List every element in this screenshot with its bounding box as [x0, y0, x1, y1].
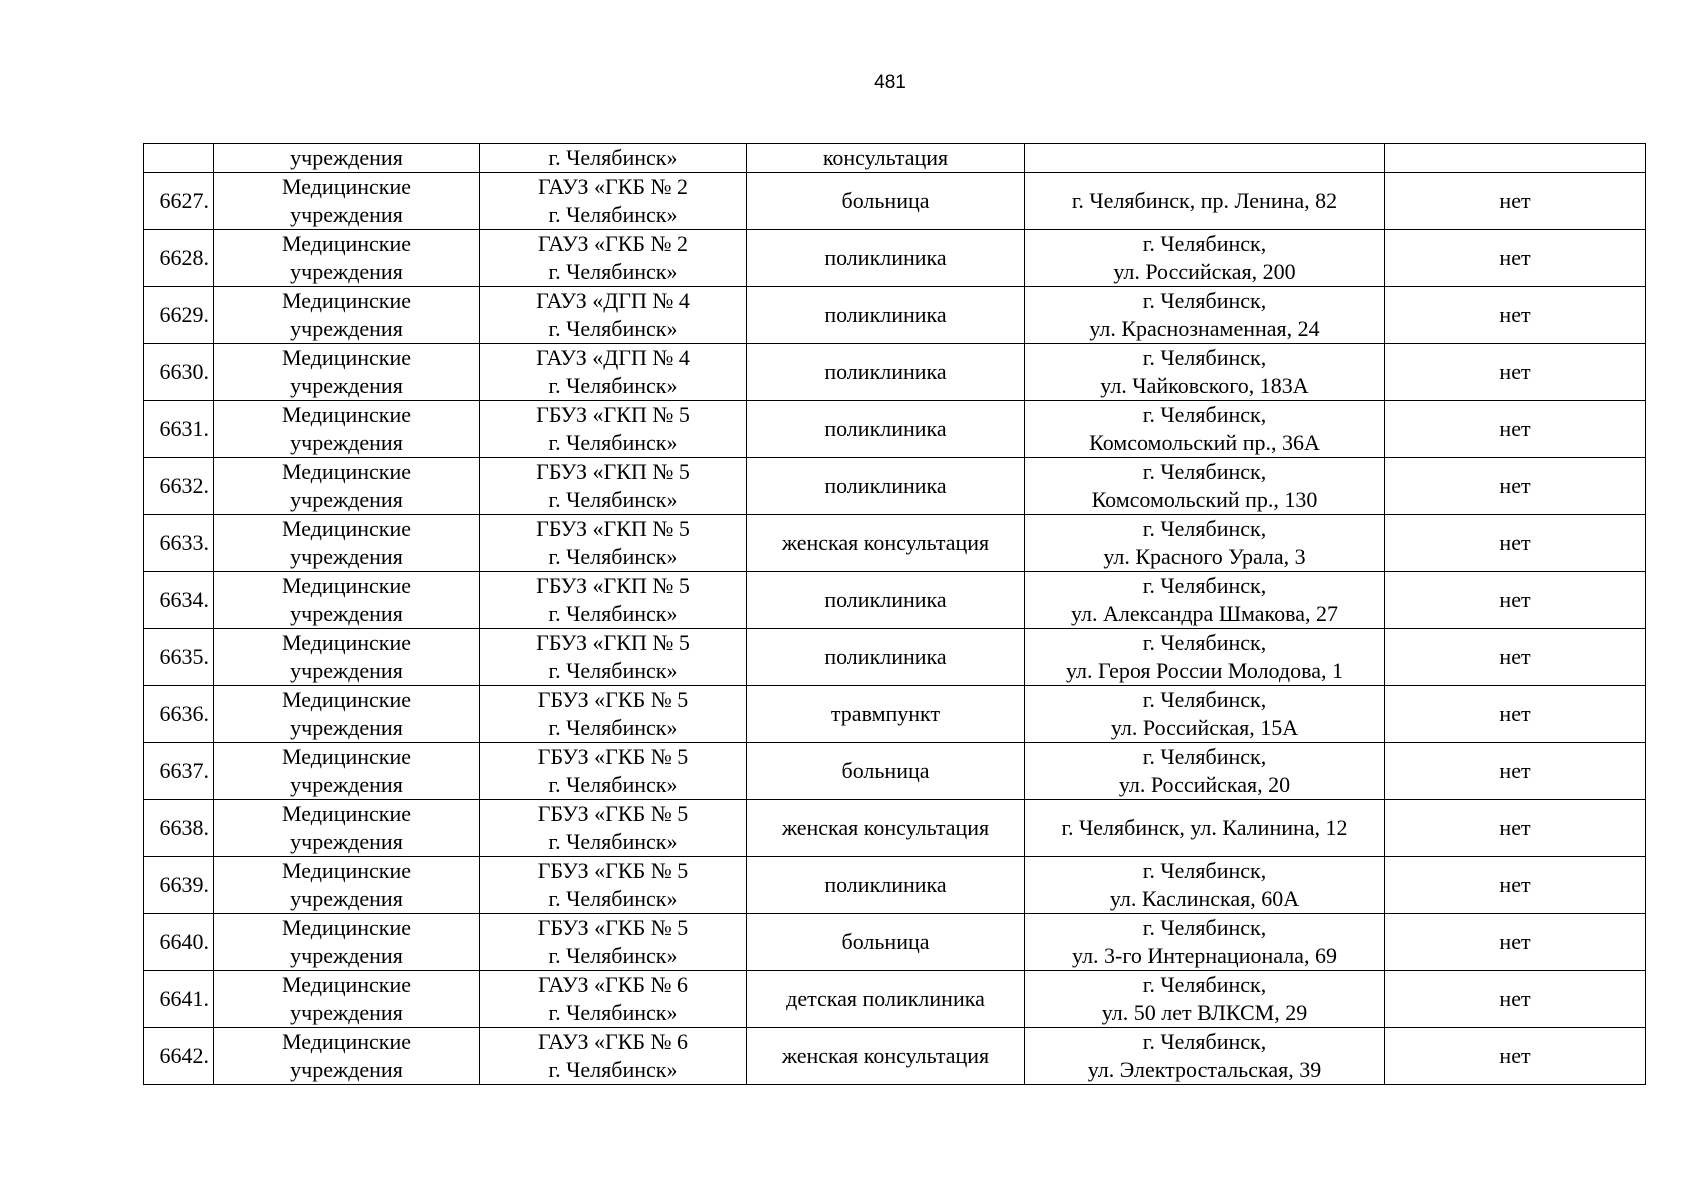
cell-line: ул. Красного Урала, 3 — [1103, 544, 1306, 569]
cell-line: г. Челябинск, пр. Ленина, 82 — [1071, 188, 1338, 213]
cell-address — [1025, 686, 1385, 743]
cell-line: учреждения — [290, 259, 403, 284]
cell-num: 6633. — [144, 515, 214, 572]
cell-num: 6635. — [144, 629, 214, 686]
registry-table — [143, 143, 1646, 1085]
cell-line: ГБУЗ «ГКБ № 5 — [537, 858, 689, 883]
cell-num: 6634. — [144, 572, 214, 629]
cell-facility-type: поликлиника — [747, 401, 1025, 458]
cell-category — [214, 458, 480, 515]
cell-category — [214, 1028, 480, 1085]
cell-line: учреждения — [290, 601, 403, 626]
cell-facility-type: поликлиника — [747, 857, 1025, 914]
cell-line: ул. Чайковского, 183А — [1100, 373, 1309, 398]
cell-address — [1025, 743, 1385, 800]
cell-line: г. Челябинск» — [548, 373, 678, 398]
cell-category: учреждения — [214, 144, 480, 173]
cell-line: ГАУЗ «ГКБ № 2 — [537, 174, 689, 199]
cell-facility-type: травмпункт — [747, 686, 1025, 743]
table-row — [144, 686, 1646, 743]
cell-facility-type: поликлиника — [747, 344, 1025, 401]
cell-line: г. Челябинск, — [1142, 231, 1267, 256]
cell-organization — [480, 515, 747, 572]
cell-category — [214, 800, 480, 857]
cell-line: учреждения — [290, 202, 403, 227]
cell-address — [1025, 230, 1385, 287]
cell-line: г. Челябинск, — [1142, 345, 1267, 370]
cell-line: ГБУЗ «ГКП № 5 — [536, 630, 690, 655]
cell-line: г. Челябинск, — [1142, 573, 1267, 598]
cell-line: учреждения — [290, 829, 403, 854]
table-row — [144, 629, 1646, 686]
table-row — [144, 572, 1646, 629]
cell-category — [214, 914, 480, 971]
cell-facility-type: больница — [747, 173, 1025, 230]
continuation-row — [144, 144, 1646, 173]
cell-line: Медицинские — [281, 573, 412, 598]
cell-line: г. Челябинск, — [1142, 687, 1267, 712]
cell-line: учреждения — [290, 430, 403, 455]
cell-num — [144, 144, 214, 173]
cell-line: ул. Героя России Молодова, 1 — [1066, 658, 1343, 683]
cell-line: ГАУЗ «ГКБ № 2 — [537, 231, 689, 256]
cell-address — [1025, 629, 1385, 686]
cell-facility-type: поликлиника — [747, 458, 1025, 515]
registry-table-body — [144, 144, 1646, 1085]
cell-num: 6640. — [144, 914, 214, 971]
cell-organization — [480, 914, 747, 971]
cell-category — [214, 743, 480, 800]
cell-facility-type: поликлиника — [747, 230, 1025, 287]
page-number: 481 — [874, 72, 906, 93]
cell-organization — [480, 230, 747, 287]
cell-value — [1385, 144, 1646, 173]
cell-facility-type: консультация — [747, 144, 1025, 173]
cell-line: учреждения — [290, 772, 403, 797]
cell-category — [214, 686, 480, 743]
cell-address — [1025, 173, 1385, 230]
cell-line: ул. Электростальская, 39 — [1087, 1057, 1322, 1082]
cell-line: г. Челябинск, — [1142, 402, 1267, 427]
cell-line: ул. Российская, 200 — [1113, 259, 1296, 284]
cell-address — [1025, 857, 1385, 914]
cell-facility-type: женская консультация — [747, 515, 1025, 572]
cell-line: ул. Российская, 15А — [1110, 715, 1299, 740]
table-row — [144, 914, 1646, 971]
cell-organization — [480, 800, 747, 857]
cell-line: г. Челябинск» — [548, 943, 678, 968]
cell-value: нет — [1385, 458, 1646, 515]
cell-line: г. Челябинск» — [548, 715, 678, 740]
cell-line: учреждения — [290, 316, 403, 341]
cell-line: Медицинские — [281, 1029, 412, 1054]
cell-facility-type: поликлиника — [747, 287, 1025, 344]
cell-line: Медицинские — [281, 231, 412, 256]
cell-line: учреждения — [290, 544, 403, 569]
cell-address — [1025, 458, 1385, 515]
cell-line: г. Челябинск, — [1142, 630, 1267, 655]
cell-category — [214, 344, 480, 401]
cell-line: г. Челябинск» — [548, 886, 678, 911]
cell-facility-type: больница — [747, 914, 1025, 971]
cell-organization — [480, 572, 747, 629]
cell-line: Медицинские — [281, 630, 412, 655]
cell-organization — [480, 629, 747, 686]
cell-value: нет — [1385, 629, 1646, 686]
cell-line: ГБУЗ «ГКП № 5 — [536, 402, 690, 427]
cell-line: г. Челябинск, — [1142, 915, 1267, 940]
cell-line: ГБУЗ «ГКП № 5 — [536, 573, 690, 598]
cell-line: Медицинские — [281, 516, 412, 541]
cell-num: 6638. — [144, 800, 214, 857]
cell-line: Медицинские — [281, 744, 412, 769]
cell-address — [1025, 914, 1385, 971]
table-row — [144, 173, 1646, 230]
cell-line: Медицинские — [281, 402, 412, 427]
cell-line: учреждения — [290, 487, 403, 512]
cell-num: 6629. — [144, 287, 214, 344]
cell-line: г. Челябинск» — [548, 487, 678, 512]
cell-organization — [480, 401, 747, 458]
cell-line: учреждения — [290, 943, 403, 968]
cell-line: ГБУЗ «ГКБ № 5 — [537, 687, 689, 712]
cell-organization — [480, 287, 747, 344]
cell-category — [214, 230, 480, 287]
cell-line: ул. Краснознаменная, 24 — [1089, 316, 1320, 341]
cell-category — [214, 173, 480, 230]
cell-line: Медицинские — [281, 174, 412, 199]
cell-value: нет — [1385, 344, 1646, 401]
table-row — [144, 458, 1646, 515]
cell-line: г. Челябинск, — [1142, 1029, 1267, 1054]
table-row — [144, 1028, 1646, 1085]
cell-line: ГАУЗ «ГКБ № 6 — [537, 972, 689, 997]
cell-line: Медицинские — [281, 858, 412, 883]
cell-value: нет — [1385, 800, 1646, 857]
cell-facility-type: поликлиника — [747, 629, 1025, 686]
cell-line: г. Челябинск, — [1142, 288, 1267, 313]
cell-line: ГБУЗ «ГКБ № 5 — [537, 744, 689, 769]
cell-line: г. Челябинск» — [548, 1057, 678, 1082]
cell-organization — [480, 686, 747, 743]
cell-address — [1025, 572, 1385, 629]
cell-value: нет — [1385, 686, 1646, 743]
cell-line: ул. 50 лет ВЛКСМ, 29 — [1101, 1000, 1308, 1025]
cell-value: нет — [1385, 914, 1646, 971]
cell-value: нет — [1385, 572, 1646, 629]
table-row — [144, 800, 1646, 857]
cell-organization — [480, 743, 747, 800]
cell-line: учреждения — [290, 886, 403, 911]
cell-line: Комсомольский пр., 130 — [1091, 487, 1318, 512]
cell-value: нет — [1385, 515, 1646, 572]
cell-address — [1025, 800, 1385, 857]
cell-value: нет — [1385, 230, 1646, 287]
cell-line: Медицинские — [281, 288, 412, 313]
cell-category — [214, 287, 480, 344]
table-row — [144, 401, 1646, 458]
cell-address — [1025, 287, 1385, 344]
cell-organization: г. Челябинск» — [480, 144, 747, 173]
cell-line: ГБУЗ «ГКП № 5 — [536, 516, 690, 541]
cell-line: Медицинские — [281, 687, 412, 712]
cell-line: г. Челябинск» — [548, 316, 678, 341]
cell-num: 6628. — [144, 230, 214, 287]
cell-num: 6631. — [144, 401, 214, 458]
cell-organization — [480, 344, 747, 401]
cell-organization — [480, 971, 747, 1028]
cell-value: нет — [1385, 857, 1646, 914]
cell-num: 6632. — [144, 458, 214, 515]
cell-line: ул. 3-го Интернационала, 69 — [1072, 943, 1337, 968]
cell-line: г. Челябинск, — [1142, 516, 1267, 541]
cell-line: г. Челябинск, — [1142, 972, 1267, 997]
cell-value: нет — [1385, 743, 1646, 800]
cell-address — [1025, 344, 1385, 401]
cell-line: ГАУЗ «ГКБ № 6 — [537, 1029, 689, 1054]
cell-line: Медицинские — [281, 459, 412, 484]
cell-facility-type: женская консультация — [747, 1028, 1025, 1085]
cell-category — [214, 971, 480, 1028]
cell-line: ул. Российская, 20 — [1118, 772, 1291, 797]
cell-line: г. Челябинск, ул. Калинина, 12 — [1061, 815, 1348, 840]
cell-line: г. Челябинск» — [548, 658, 678, 683]
cell-line: Медицинские — [281, 801, 412, 826]
cell-value: нет — [1385, 1028, 1646, 1085]
cell-facility-type: детская поликлиника — [747, 971, 1025, 1028]
cell-line: учреждения — [290, 1057, 403, 1082]
cell-facility-type: больница — [747, 743, 1025, 800]
cell-category — [214, 629, 480, 686]
cell-num: 6637. — [144, 743, 214, 800]
cell-category — [214, 857, 480, 914]
cell-line: учреждения — [290, 715, 403, 740]
cell-line: г. Челябинск» — [548, 601, 678, 626]
cell-line: Медицинские — [281, 972, 412, 997]
table-row — [144, 971, 1646, 1028]
cell-line: г. Челябинск» — [548, 772, 678, 797]
cell-line: г. Челябинск» — [548, 829, 678, 854]
cell-category — [214, 401, 480, 458]
table-row — [144, 287, 1646, 344]
cell-num: 6642. — [144, 1028, 214, 1085]
table-row — [144, 857, 1646, 914]
table-row — [144, 344, 1646, 401]
cell-category — [214, 515, 480, 572]
cell-address — [1025, 515, 1385, 572]
cell-value: нет — [1385, 287, 1646, 344]
cell-num: 6641. — [144, 971, 214, 1028]
cell-line: г. Челябинск» — [548, 1000, 678, 1025]
cell-organization — [480, 857, 747, 914]
cell-line: ул. Каслинская, 60А — [1109, 886, 1300, 911]
cell-address — [1025, 1028, 1385, 1085]
cell-line: ГБУЗ «ГКБ № 5 — [537, 915, 689, 940]
cell-line: ул. Александра Шмакова, 27 — [1071, 601, 1338, 626]
table-row — [144, 515, 1646, 572]
cell-line: учреждения — [290, 373, 403, 398]
cell-line: г. Челябинск» — [548, 259, 678, 284]
cell-line: Медицинские — [281, 915, 412, 940]
table-row — [144, 230, 1646, 287]
cell-line: учреждения — [290, 1000, 403, 1025]
cell-value: нет — [1385, 401, 1646, 458]
cell-line: г. Челябинск» — [548, 202, 678, 227]
table-row — [144, 743, 1646, 800]
cell-line: ГАУЗ «ДГП № 4 — [536, 345, 690, 370]
cell-organization — [480, 458, 747, 515]
cell-facility-type: женская консультация — [747, 800, 1025, 857]
cell-line: ГБУЗ «ГКБ № 5 — [537, 801, 689, 826]
cell-line: учреждения — [290, 658, 403, 683]
cell-num: 6627. — [144, 173, 214, 230]
cell-line: Медицинские — [281, 345, 412, 370]
cell-line: ГБУЗ «ГКП № 5 — [536, 459, 690, 484]
cell-address — [1025, 144, 1385, 173]
cell-line: г. Челябинск, — [1142, 858, 1267, 883]
cell-organization — [480, 173, 747, 230]
cell-organization — [480, 1028, 747, 1085]
cell-line: г. Челябинск, — [1142, 744, 1267, 769]
cell-line: г. Челябинск, — [1142, 459, 1267, 484]
cell-line: Комсомольский пр., 36А — [1089, 430, 1320, 455]
cell-num: 6630. — [144, 344, 214, 401]
cell-address — [1025, 971, 1385, 1028]
cell-num: 6636. — [144, 686, 214, 743]
cell-value: нет — [1385, 971, 1646, 1028]
cell-line: г. Челябинск» — [548, 430, 678, 455]
cell-line: ГАУЗ «ДГП № 4 — [536, 288, 690, 313]
cell-value: нет — [1385, 173, 1646, 230]
cell-facility-type: поликлиника — [747, 572, 1025, 629]
cell-line: г. Челябинск» — [548, 544, 678, 569]
cell-category — [214, 572, 480, 629]
cell-address — [1025, 401, 1385, 458]
cell-num: 6639. — [144, 857, 214, 914]
